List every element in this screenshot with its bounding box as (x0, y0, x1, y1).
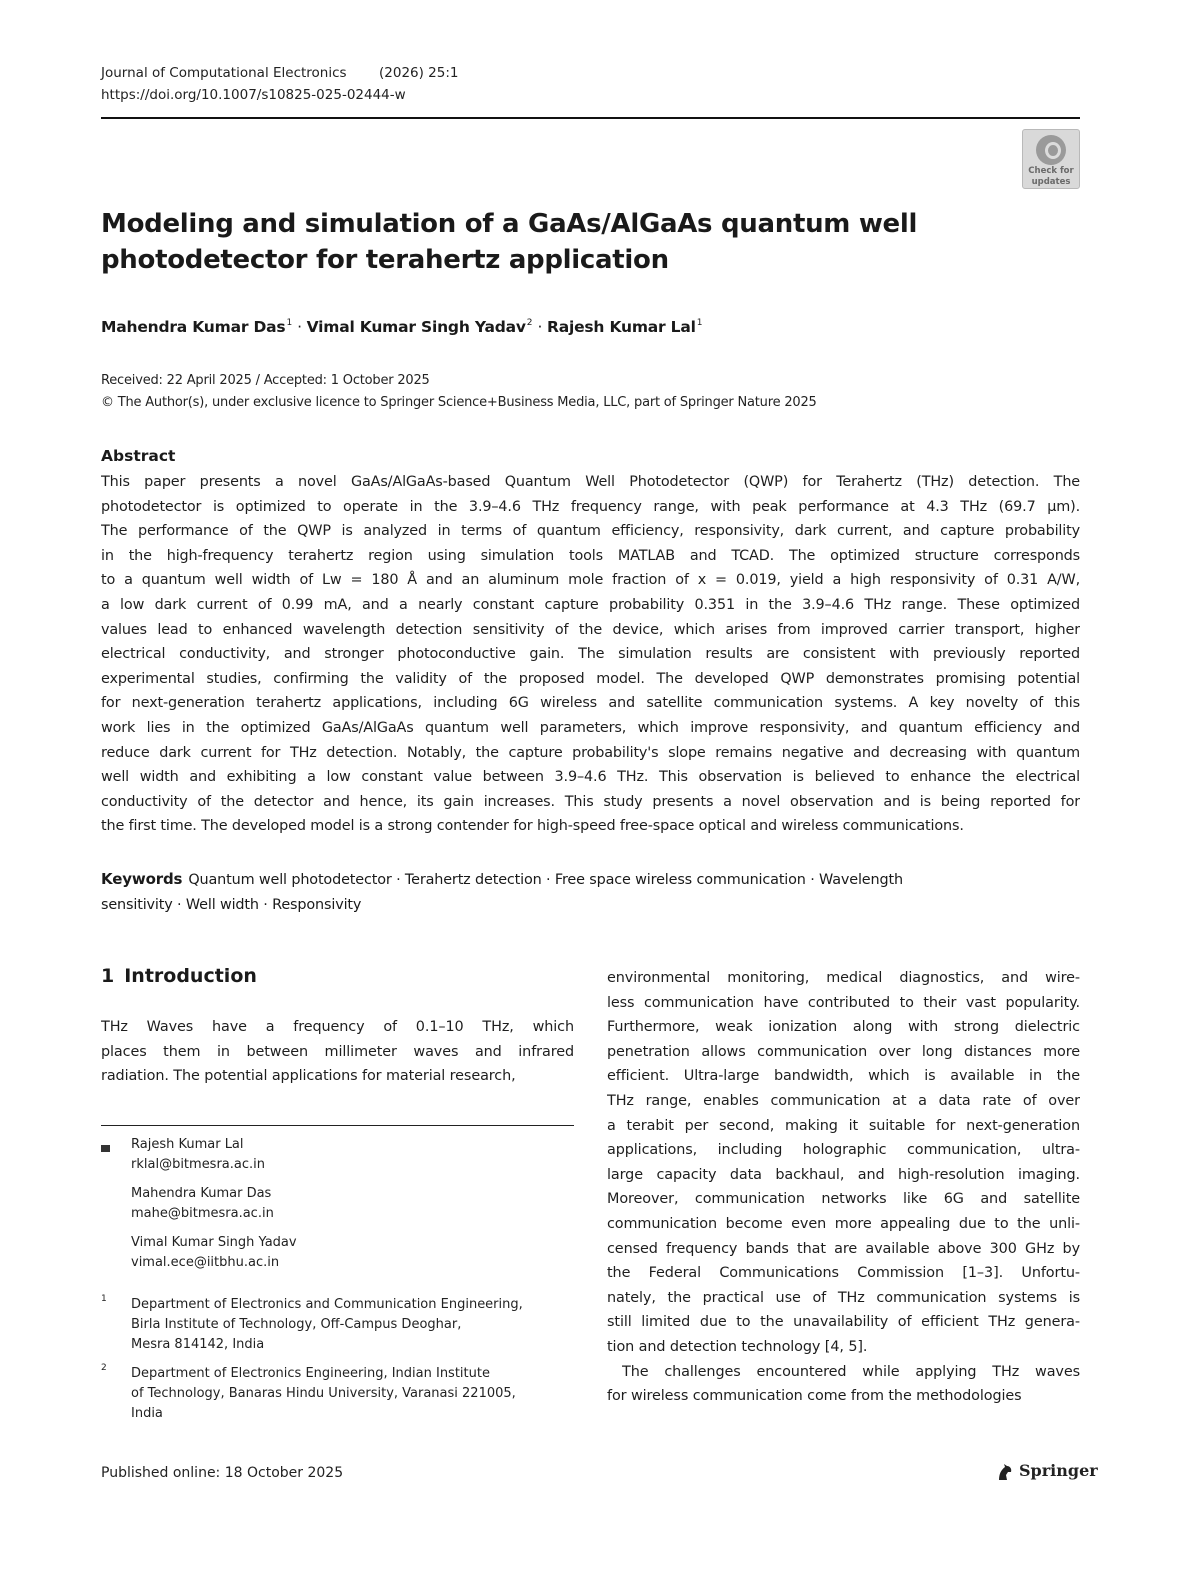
affiliation-line: India (131, 1406, 163, 1421)
abstract-line: conductivity of the detector and hence, its gain increases. This study presents a novel observation and is being reported for (101, 793, 1080, 810)
abstract-line: for next-generation terahertz applications, including 6G wireless and satellite communication systems. A key novelty of this (101, 695, 1080, 712)
body-line: Moreover, communication networks like 6G and satellite (607, 1191, 1080, 1208)
affiliation-2 (131, 1364, 516, 1424)
corresponding-author-name: Rajesh Kumar Lal (131, 1137, 244, 1152)
header-rule (101, 117, 1080, 119)
affiliation-line: Birla Institute of Technology, Off-Campus Deoghar, (131, 1317, 462, 1332)
author-contact-name: Mahendra Kumar Das (131, 1186, 272, 1201)
abstract-line: work lies in the optimized GaAs/AlGaAs quantum well parameters, which improve responsivity, and quantum efficiency and (101, 720, 1080, 736)
body-line: applications, including holographic communication, ultra- (607, 1142, 1080, 1159)
body-line: radiation. The potential applications for material research, (101, 1068, 516, 1085)
copyright-notice: © The Author(s), under exclusive licence to Springer Science+Business Media, LLC, part of Springer Nature 2025 (101, 395, 817, 410)
body-line: the Federal Communications Commission [1–3]. Unfortu- (607, 1265, 1080, 1282)
abstract-line: experimental studies, confirming the validity of the proposed model. The developed QWP demonstrates promising potential (101, 670, 1080, 687)
section-title: Introduction (124, 965, 257, 987)
body-line: censed frequency bands that are available above 300 GHz by (607, 1240, 1080, 1257)
abstract-line: to a quantum well width of Lw = 180 Å and an aluminum mole fraction of x = 0.019, yield a high responsivity of 0.31 A/W, (101, 572, 1080, 589)
footnote-rule (101, 1125, 574, 1126)
author-contact-name: Vimal Kumar Singh Yadav (131, 1235, 297, 1250)
author-name[interactable]: Vimal Kumar Singh Yadav (306, 318, 526, 336)
affiliation-line: Department of Electronics Engineering, Indian Institute (131, 1366, 490, 1381)
paper-title (101, 206, 961, 278)
body-line: communication become even more appealing due to the unli- (607, 1216, 1080, 1232)
body-line: for wireless communication come from the methodologies (607, 1388, 1022, 1405)
body-line: Furthermore, weak ionization along with strong dielectric (607, 1019, 1080, 1036)
body-line: THz Waves have a frequency of 0.1–10 THz, which (101, 1019, 574, 1035)
abstract-line: values lead to enhanced wavelength detection sensitivity of the device, which arises from improved carrier transport, higher (101, 621, 1080, 638)
title-line-1: Modeling and simulation of a GaAs/AlGaAs quantum well (101, 209, 918, 239)
keywords (101, 867, 1080, 917)
body-line: nately, the practical use of THz communication systems is (607, 1289, 1080, 1306)
abstract-line: well width and exhibiting a low constant value between 3.9–4.6 THz. This observation is believed to enhance the electrical (101, 769, 1080, 786)
publisher-name: Springer (1019, 1461, 1098, 1480)
abstract-line: a low dark current of 0.99 mA, and a nearly constant capture probability 0.351 in the 3.9–4.6 THz range. These optimized (101, 597, 1080, 613)
body-line: efficient. Ultra-large bandwidth, which is available in the (607, 1068, 1080, 1085)
author-contact-email[interactable]: mahe@bitmesra.ac.in (131, 1206, 274, 1221)
check-updates-icon (1036, 135, 1066, 165)
abstract-heading: Abstract (101, 447, 176, 465)
published-online: Published online: 18 October 2025 (101, 1465, 344, 1481)
body-line: less communication have contributed to their vast popularity. (607, 994, 1080, 1011)
abstract-line: in the high-frequency terahertz region using simulation tools MATLAB and TCAD. The optimized structure corresponds (101, 547, 1080, 564)
body-line: a terabit per second, making it suitable for next-generation (607, 1117, 1080, 1134)
affiliation-line: of Technology, Banaras Hindu University, Varanasi 221005, (131, 1386, 516, 1401)
abstract-line: electrical conductivity, and stronger photoconductive gain. The simulation results are consistent with previously reported (101, 646, 1080, 663)
abstract-line: photodetector is optimized to operate in the 3.9–4.6 THz frequency range, with peak performance at 4.3 THz (69.7 μm). (101, 498, 1080, 515)
received-accepted: Received: 22 April 2025 / Accepted: 1 October 2025 (101, 373, 430, 388)
abstract-line: The performance of the QWP is analyzed in terms of quantum efficiency, responsivity, dark current, and capture probability (101, 523, 1080, 540)
check-updates-line2: updates (1031, 177, 1071, 187)
author-name[interactable]: Mahendra Kumar Das (101, 318, 286, 336)
author-affiliation-mark: 1 (696, 318, 703, 328)
doi-link[interactable]: https://doi.org/10.1007/s10825-025-02444-w (101, 87, 406, 103)
affiliation-1 (131, 1295, 523, 1355)
body-line: large capacity data backhaul, and high-resolution imaging. (607, 1166, 1080, 1183)
keywords-line-2: sensitivity · Well width · Responsivity (101, 896, 362, 913)
body-line: environmental monitoring, medical diagnostics, and wire- (607, 970, 1080, 986)
author-affiliation-mark: 1 (286, 318, 292, 328)
affiliation-number: 1 (101, 1294, 107, 1304)
corresponding-author-email[interactable]: rklal@bitmesra.ac.in (131, 1157, 265, 1172)
body-line: The challenges encountered while applying THz waves (622, 1363, 1080, 1380)
body-line: THz range, enables communication at a data rate of over (607, 1093, 1080, 1109)
springer-horse-icon (995, 1462, 1015, 1482)
journal-volume: (2026) 25:1 (379, 65, 459, 81)
keywords-label: Keywords (101, 870, 183, 888)
title-line-2: photodetector for terahertz application (101, 245, 669, 275)
check-updates-line1: Check for (1028, 166, 1074, 176)
correspondence-block (131, 1135, 297, 1273)
body-line: tion and detection technology [4, 5]. (607, 1339, 868, 1355)
publication-dates (101, 370, 817, 414)
body-line: still limited due to the unavailability of efficient THz genera- (607, 1314, 1080, 1331)
author-contact-email[interactable]: vimal.ece@iitbhu.ac.in (131, 1255, 280, 1270)
section-number: 1 (101, 965, 115, 987)
author-list: Mahendra Kumar Das$^1$ · Vimal Kumar Singh Yadav$^2$ · Rajesh Kumar Lal$^1$ (101, 318, 703, 336)
affiliation-number: 2 (101, 1363, 107, 1373)
publisher-logo (995, 1459, 1098, 1483)
abstract-line: This paper presents a novel GaAs/AlGaAs-based Quantum Well Photodetector (QWP) for Terahertz (THz) detection. The (101, 474, 1080, 490)
mail-icon (101, 1145, 110, 1152)
journal-name: Journal of Computational Electronics (101, 65, 347, 81)
author-name[interactable]: Rajesh Kumar Lal (546, 318, 696, 336)
affiliation-line: Mesra 814142, India (131, 1337, 265, 1352)
abstract-line: the first time. The developed model is a strong contender for high-speed free-space optical and wireless communications. (101, 818, 964, 835)
body-line: penetration allows communication over long distances more (607, 1043, 1080, 1060)
affiliation-line: Department of Electronics and Communication Engineering, (131, 1297, 523, 1312)
section-heading (101, 963, 267, 989)
author-affiliation-mark: 2 (526, 318, 533, 328)
body-line: places them in between millimeter waves and infrared (101, 1043, 574, 1060)
abstract-line: reduce dark current for THz detection. Notably, the capture probability's slope remains negative and decreasing with quantum (101, 744, 1080, 761)
keywords-line-1: Quantum well photodetector · Terahertz detection · Free space wireless communication · Wavelength (188, 872, 903, 888)
check-for-updates-badge[interactable] (1022, 129, 1080, 189)
